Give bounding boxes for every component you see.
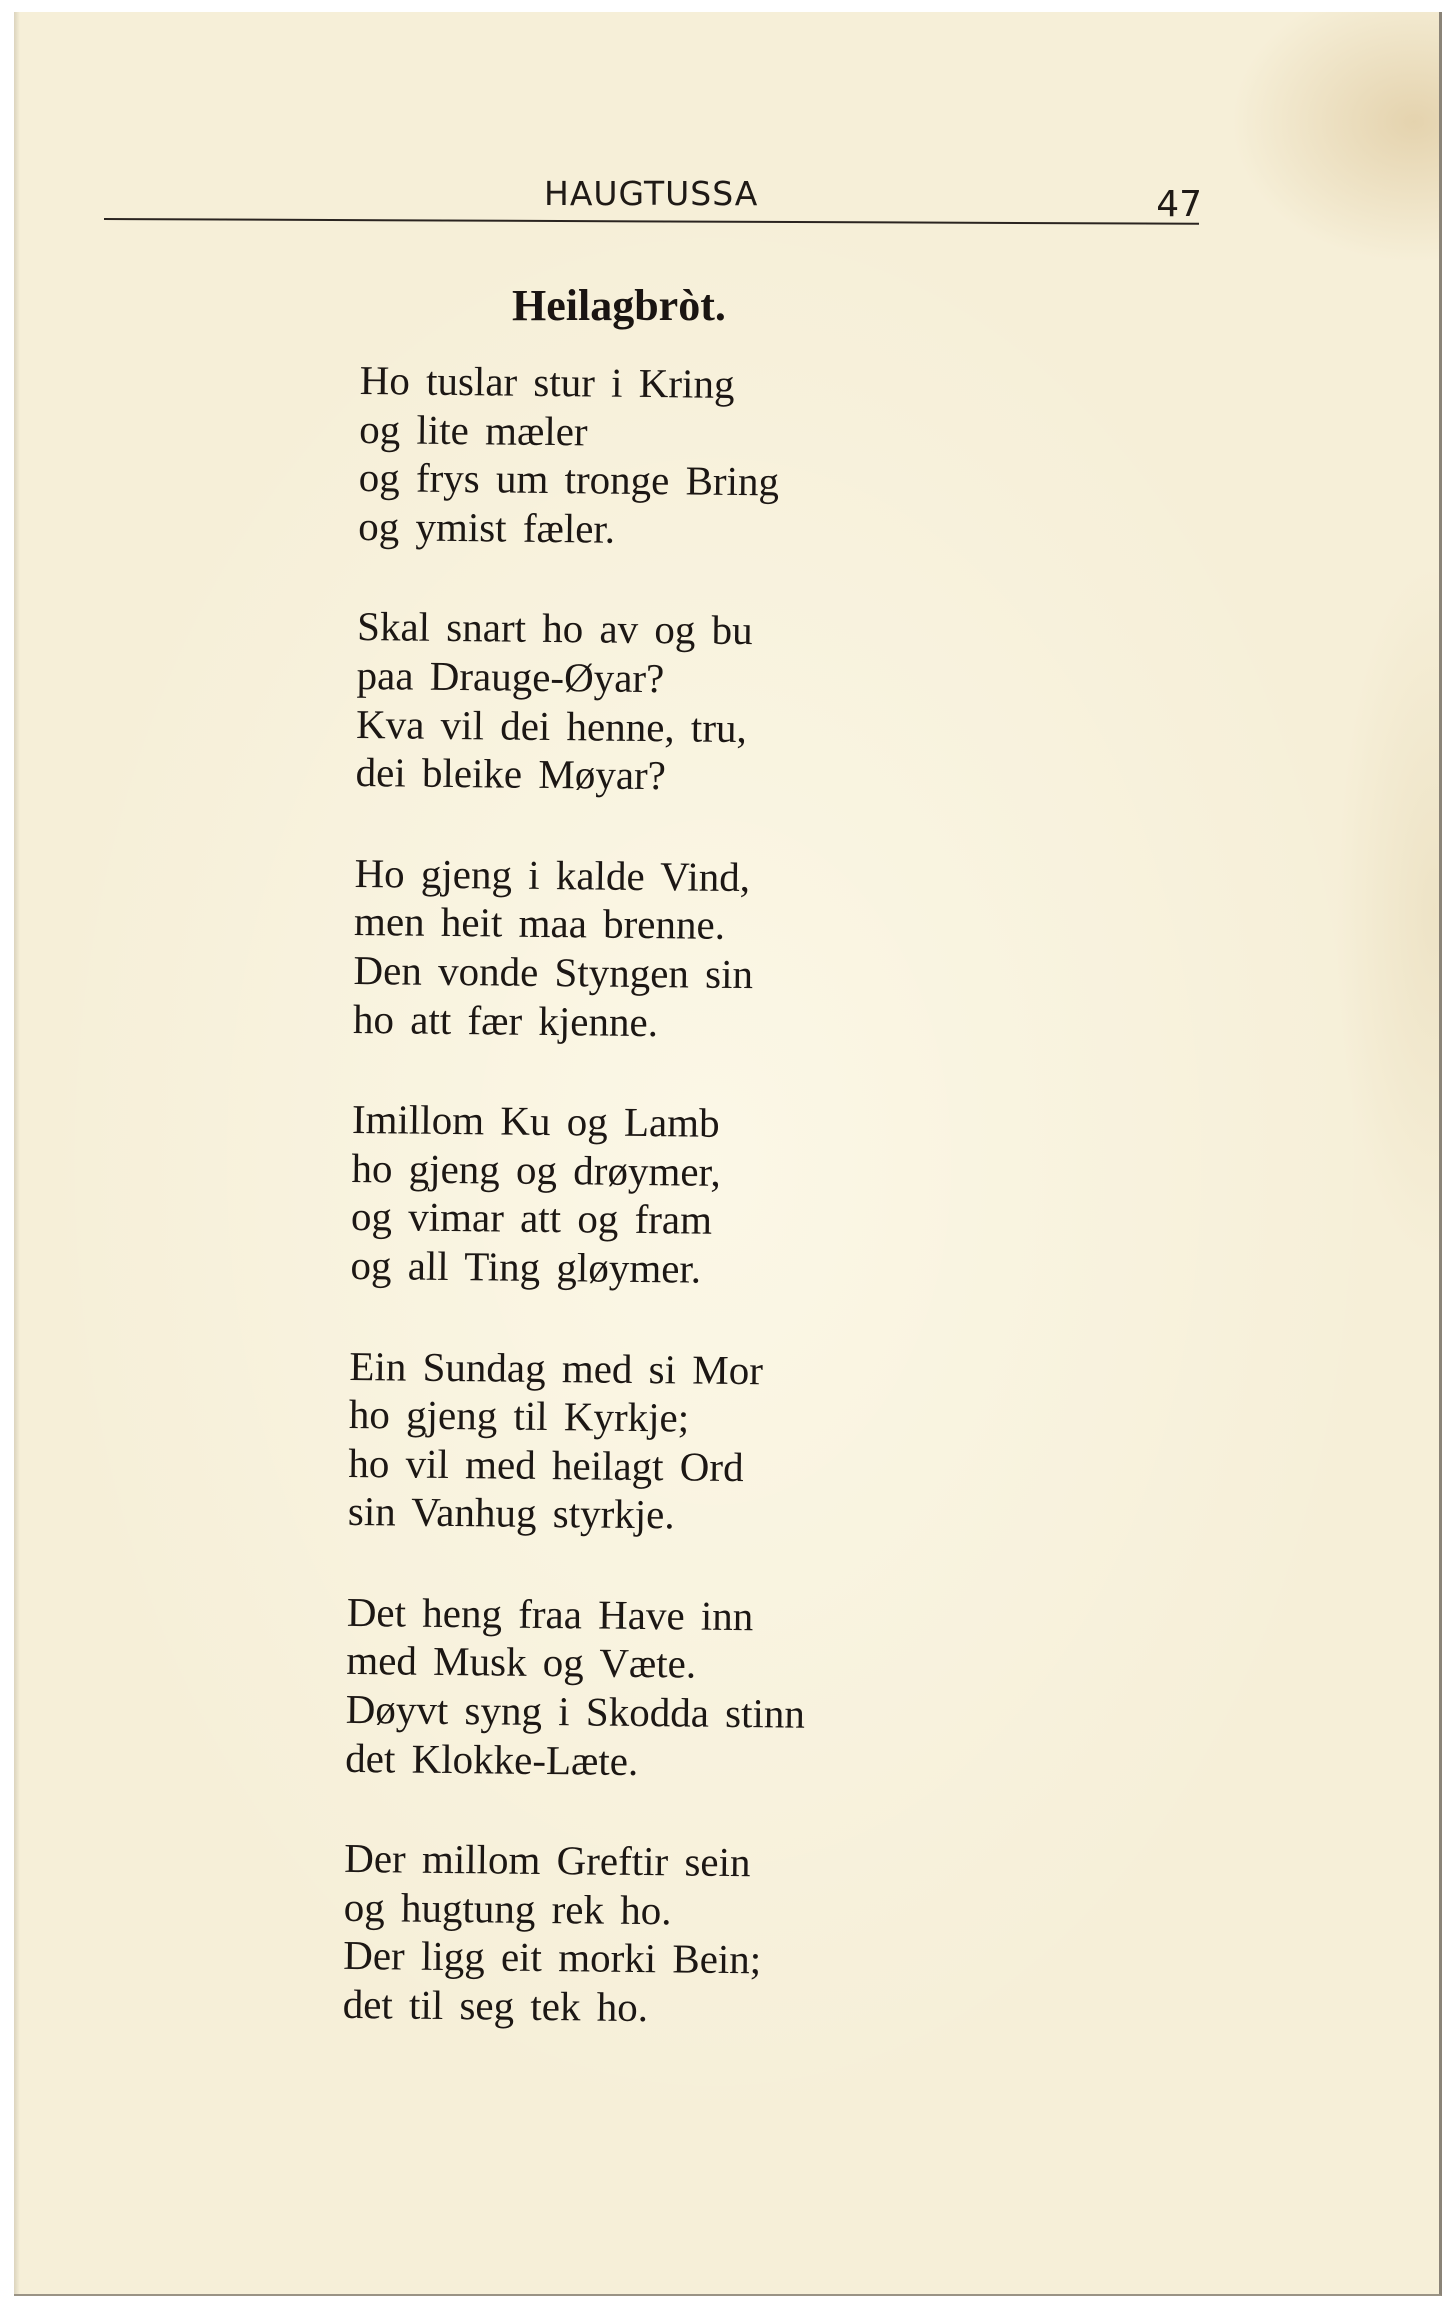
poem-line: med Musk og Væte. <box>346 1637 697 1688</box>
running-title: HAUGTUSSA <box>544 174 759 213</box>
poem-line: paa Drauge-Øyar? <box>356 651 665 702</box>
poem-title: Heilagbròt. <box>512 281 726 330</box>
poem-line: det til seg tek ho. <box>342 1980 649 2031</box>
stanza <box>358 356 1000 557</box>
poem-line: men heit maa brenne. <box>353 898 726 949</box>
header-rule <box>104 218 1199 225</box>
poem-line: ho gjeng til Kyrkje; <box>348 1391 690 1441</box>
poem-line: Ho tuslar stur i Kring <box>359 356 735 407</box>
poem-line: ho att fær kjenne. <box>352 995 659 1045</box>
poem-line: og ymist fæler. <box>357 502 616 552</box>
poem-line: ho gjeng og drøymer, <box>351 1144 722 1195</box>
stanza <box>348 1341 990 1542</box>
poem-line: Kva vil dei henne, tru, <box>355 700 747 751</box>
poem-line: ho vil med heilagt Ord <box>348 1439 744 1490</box>
stanza <box>350 1095 992 1296</box>
poem-line: og all Ting gløymer. <box>350 1241 702 1292</box>
stanza <box>355 602 997 803</box>
poem-line: Der millom Greftir sein <box>344 1835 751 1886</box>
poem-line: dei bleike Møyar? <box>355 749 667 799</box>
poem-line: Døyvt syng i Skodda stinn <box>345 1685 806 1737</box>
poem-line: Ho gjeng i kalde Vind, <box>354 849 751 900</box>
poem-line: Der ligg eit morki Bein; <box>343 1932 762 1983</box>
poem-line: Den vonde Styngen sin <box>353 946 754 998</box>
poem-line: og frys um tronge Bring <box>358 454 780 505</box>
stanza <box>345 1588 987 1789</box>
poem-line: og lite mæler <box>358 405 588 454</box>
page-header <box>104 162 1202 225</box>
poem-line: Imillom Ku og Lamb <box>351 1096 720 1146</box>
stanza <box>353 849 995 1050</box>
stanza <box>342 1834 984 2035</box>
poem-line: Det heng fraa Have inn <box>346 1588 754 1640</box>
poem-line: Ein Sundag med si Mor <box>349 1342 764 1393</box>
poem-line: Skal snart ho av og bu <box>356 603 753 654</box>
poem-body <box>342 356 1000 2087</box>
poem-line: og hugtung rek ho. <box>343 1883 672 1934</box>
poem-line: sin Vanhug styrkje. <box>347 1488 675 1538</box>
poem-line: og vimar att og fram <box>350 1193 713 1244</box>
poem-line: det Klokke-Læte. <box>345 1734 639 1784</box>
page-number: 47 <box>1156 184 1202 225</box>
